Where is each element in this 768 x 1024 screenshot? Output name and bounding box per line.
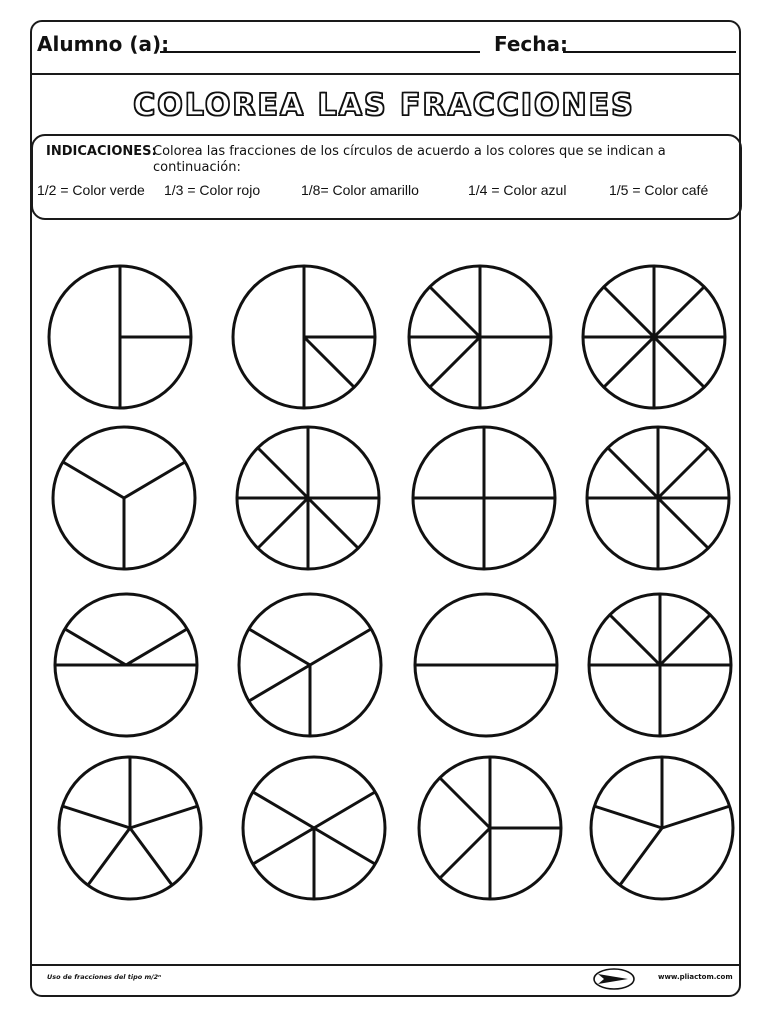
circle-r4-c3[interactable]: [419, 757, 561, 899]
key-half-green: 1/2 = Color verde: [37, 182, 145, 198]
key-fifth-brown: 1/5 = Color café: [609, 182, 709, 198]
date-label: Fecha:: [494, 32, 569, 56]
circle-r3-c4[interactable]: [589, 594, 731, 736]
footer-website[interactable]: www.pliactom.com: [658, 973, 733, 981]
student-label: Alumno (a):: [37, 32, 170, 56]
circle-r1-c3[interactable]: [409, 266, 551, 408]
circle-r2-c1[interactable]: [53, 427, 195, 569]
footer-topic: Uso de fracciones del tipo m/2ⁿ: [47, 973, 162, 981]
instructions-label: INDICACIONES:: [46, 144, 157, 159]
circle-r3-c2[interactable]: [239, 594, 381, 736]
key-third-red: 1/3 = Color rojo: [164, 182, 261, 198]
key-eighth-yellow: 1/8= Color amarillo: [301, 182, 419, 198]
page-title: COLOREA LAS FRACCIONES: [133, 88, 635, 123]
circle-r4-c2[interactable]: [243, 757, 385, 899]
circle-r3-c3[interactable]: [415, 594, 557, 736]
circle-r3-c1[interactable]: [55, 594, 197, 736]
circle-r2-c3[interactable]: [413, 427, 555, 569]
circle-r4-c1[interactable]: [59, 757, 201, 899]
key-quarter-blue: 1/4 = Color azul: [468, 182, 567, 198]
circle-r2-c2[interactable]: [237, 427, 379, 569]
circle-r1-c1[interactable]: [49, 266, 191, 408]
instructions-text: Colorea las fracciones de los círculos de acuerdo a los colores que se indican a continuación:: [153, 144, 666, 175]
circle-r1-c2[interactable]: [233, 266, 375, 408]
circle-r1-c4[interactable]: [583, 266, 725, 408]
arrow-logo-icon: [592, 966, 636, 992]
circle-r4-c4[interactable]: [591, 757, 733, 899]
circle-r2-c4[interactable]: [587, 427, 729, 569]
